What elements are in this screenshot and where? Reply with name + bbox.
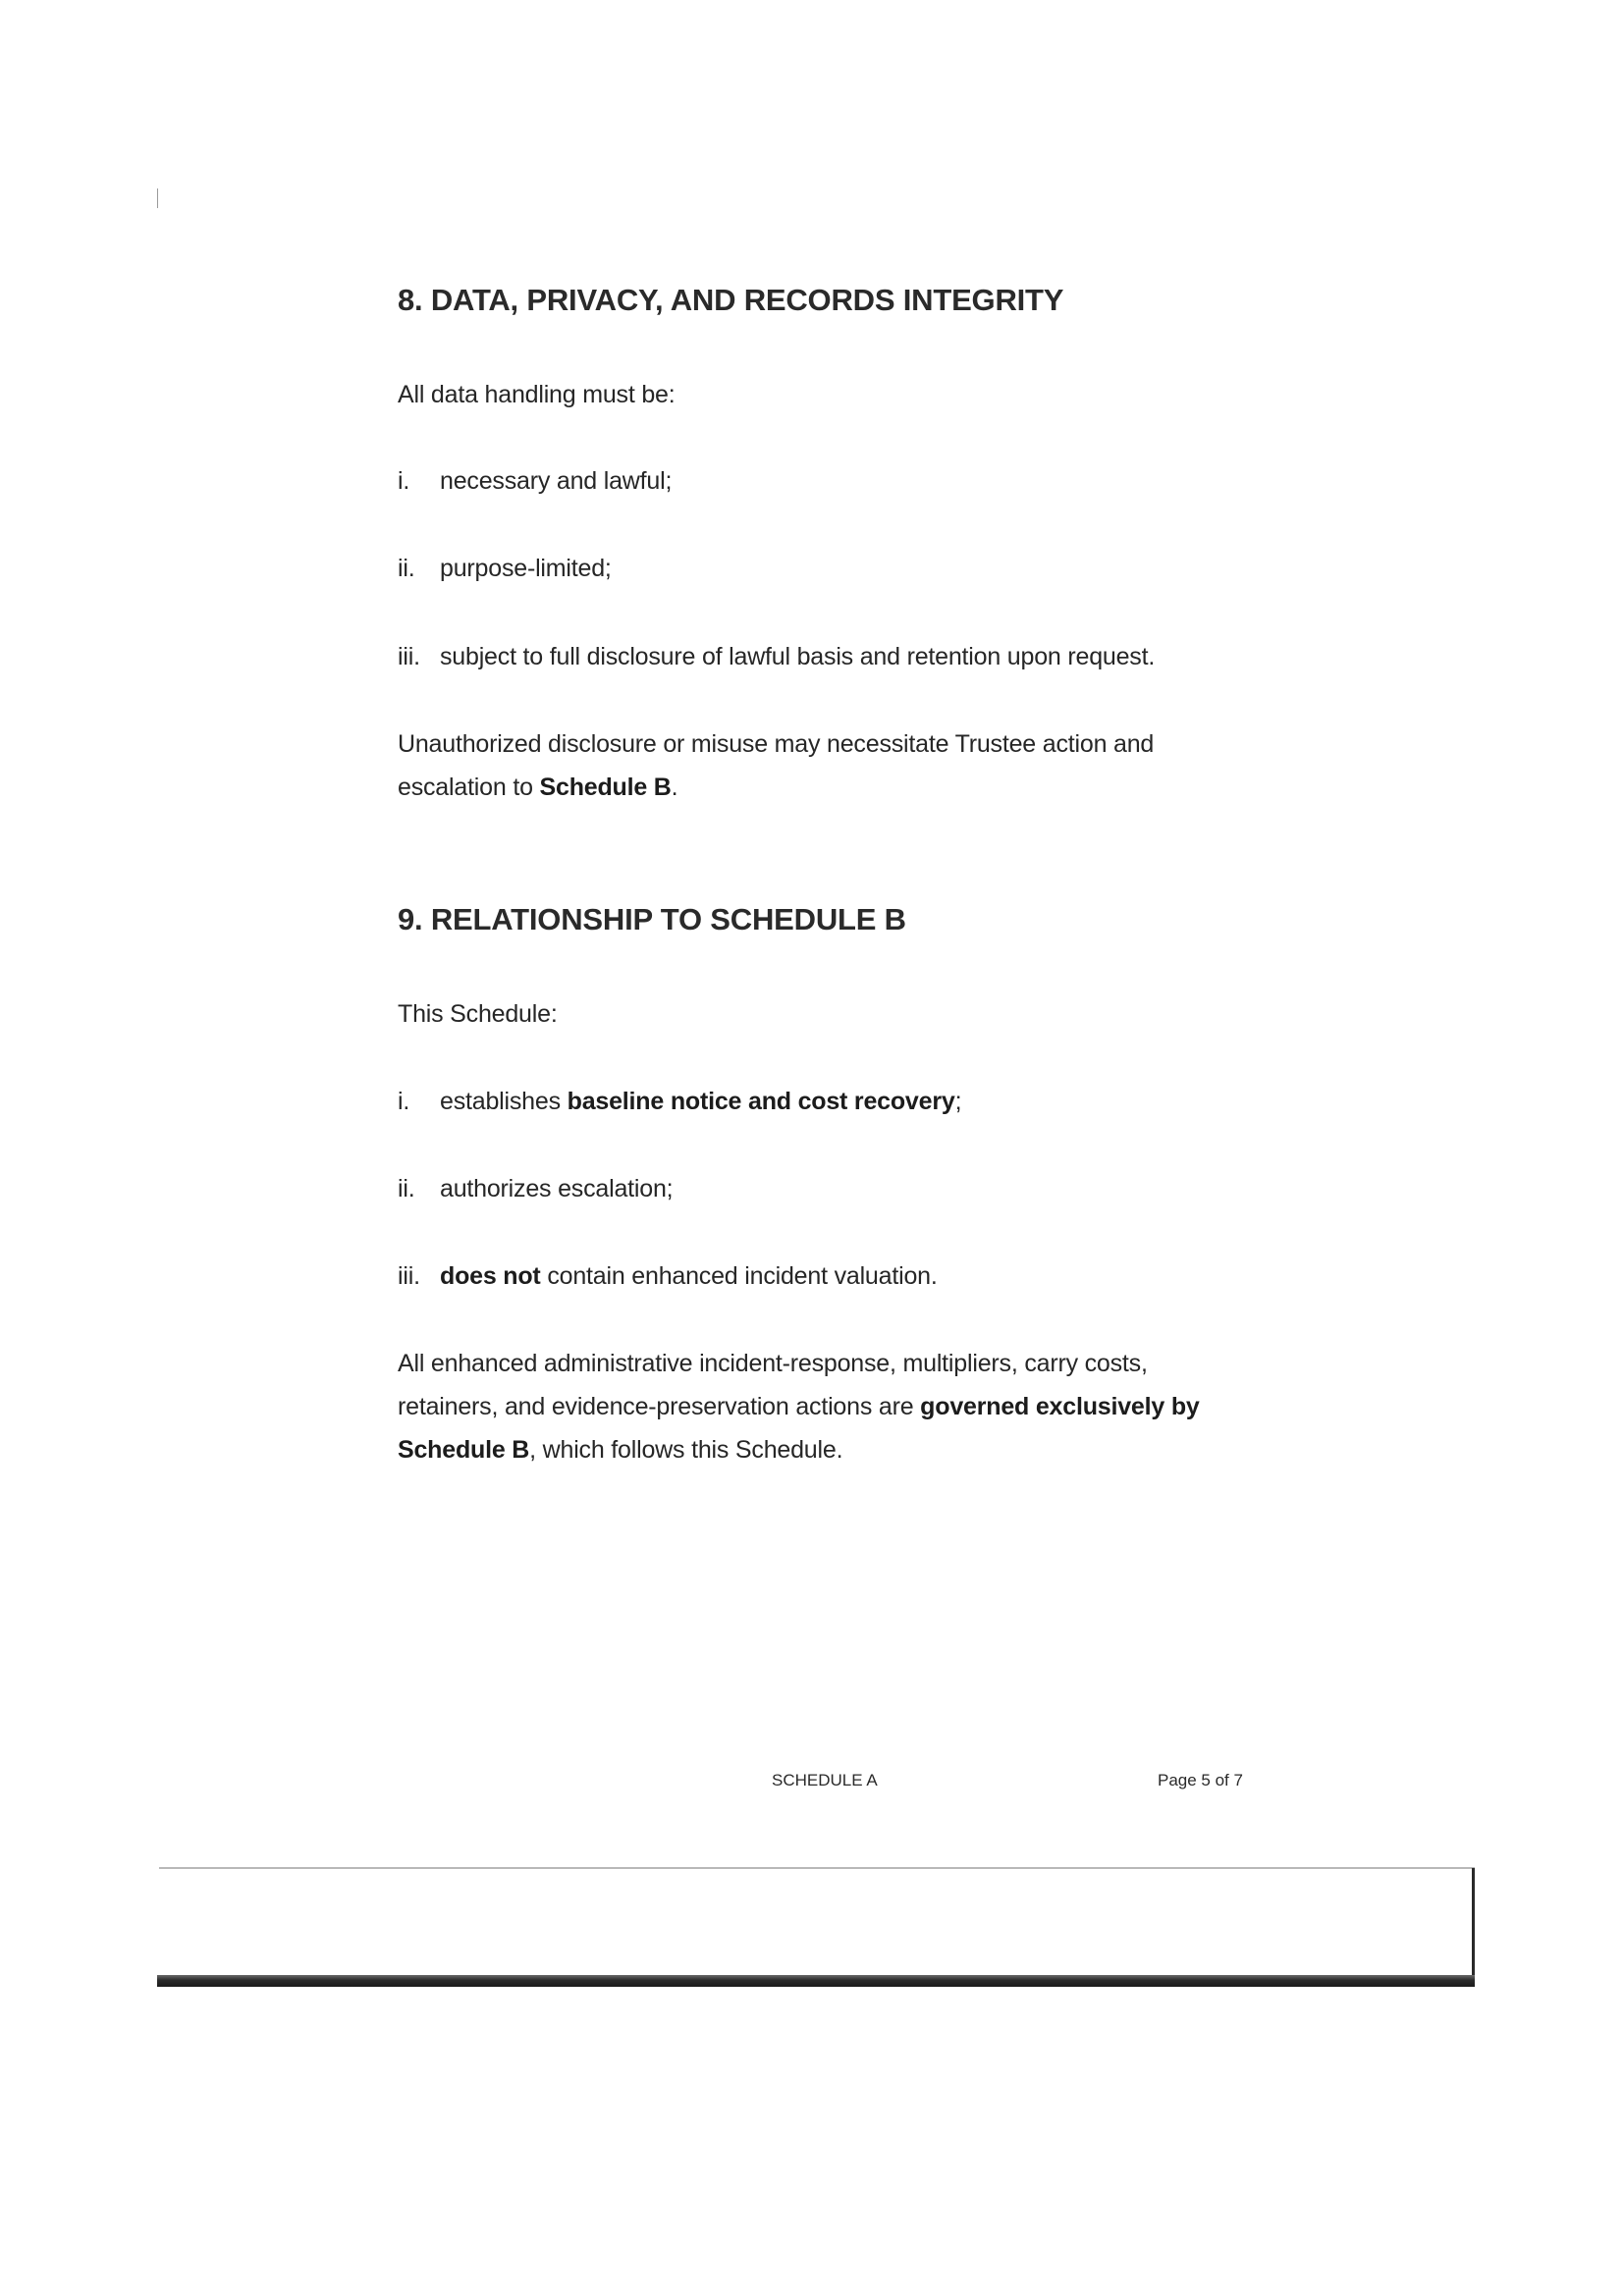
footer-schedule-label: SCHEDULE A: [772, 1771, 878, 1789]
list-item-text: subject to full disclosure of lawful basis and retention upon request.: [440, 643, 1156, 670]
list-item-text: establishes: [440, 1088, 568, 1115]
list-item-text: contain enhanced incident valuation.: [540, 1262, 938, 1290]
closing-text: Unauthorized disclosure or misuse may necessitate Trustee action and: [398, 730, 1155, 758]
closing-bold-reference: Schedule B: [398, 1436, 530, 1464]
section-8-heading: 8. DATA, PRIVACY, AND RECORDS INTEGRITY: [398, 283, 1064, 317]
section-9-closing-paragraph: [398, 1342, 1200, 1471]
list-marker: iii.: [398, 643, 420, 670]
section-9-list-item: [398, 1167, 673, 1210]
closing-text: retainers, and evidence-preservation actions are: [398, 1393, 921, 1420]
list-item-bold-text: does not: [440, 1262, 541, 1290]
section-8-list-item: [398, 459, 672, 503]
section-9-list-item: [398, 1255, 938, 1298]
closing-text: All enhanced administrative incident-response, multipliers, carry costs,: [398, 1350, 1148, 1377]
closing-text: .: [671, 774, 678, 801]
section-8-list-item: [398, 547, 612, 590]
scan-artifact-mark: [157, 188, 158, 208]
list-marker: i.: [398, 467, 410, 495]
list-marker: ii.: [398, 1175, 415, 1202]
list-marker: ii.: [398, 555, 415, 582]
scan-edge-right: [1472, 1868, 1475, 1987]
section-9-list-item: [398, 1080, 961, 1123]
section-8-list-item: [398, 635, 1155, 678]
list-marker: i.: [398, 1088, 410, 1115]
scan-edge-bottom-bar: [157, 1975, 1475, 1987]
list-item-text: necessary and lawful;: [440, 467, 673, 495]
list-item-text: purpose-limited;: [440, 555, 612, 582]
closing-bold-reference: Schedule B: [539, 774, 672, 801]
list-marker: iii.: [398, 1262, 420, 1290]
scan-edge-top-line: [159, 1867, 1475, 1869]
section-8-intro: All data handling must be:: [398, 381, 676, 408]
section-8-closing-paragraph: [398, 722, 1154, 809]
list-item-text: authorizes escalation;: [440, 1175, 674, 1202]
section-9-intro: This Schedule:: [398, 1000, 558, 1028]
closing-text: , which follows this Schedule.: [529, 1436, 843, 1464]
list-item-text: ;: [954, 1088, 962, 1115]
section-9-heading: 9. RELATIONSHIP TO SCHEDULE B: [398, 902, 906, 936]
list-item-bold-text: baseline notice and cost recovery: [567, 1088, 955, 1115]
footer-page-number: Page 5 of 7: [1158, 1771, 1243, 1789]
closing-bold-text: governed exclusively by: [920, 1393, 1200, 1420]
closing-text: escalation to: [398, 774, 540, 801]
